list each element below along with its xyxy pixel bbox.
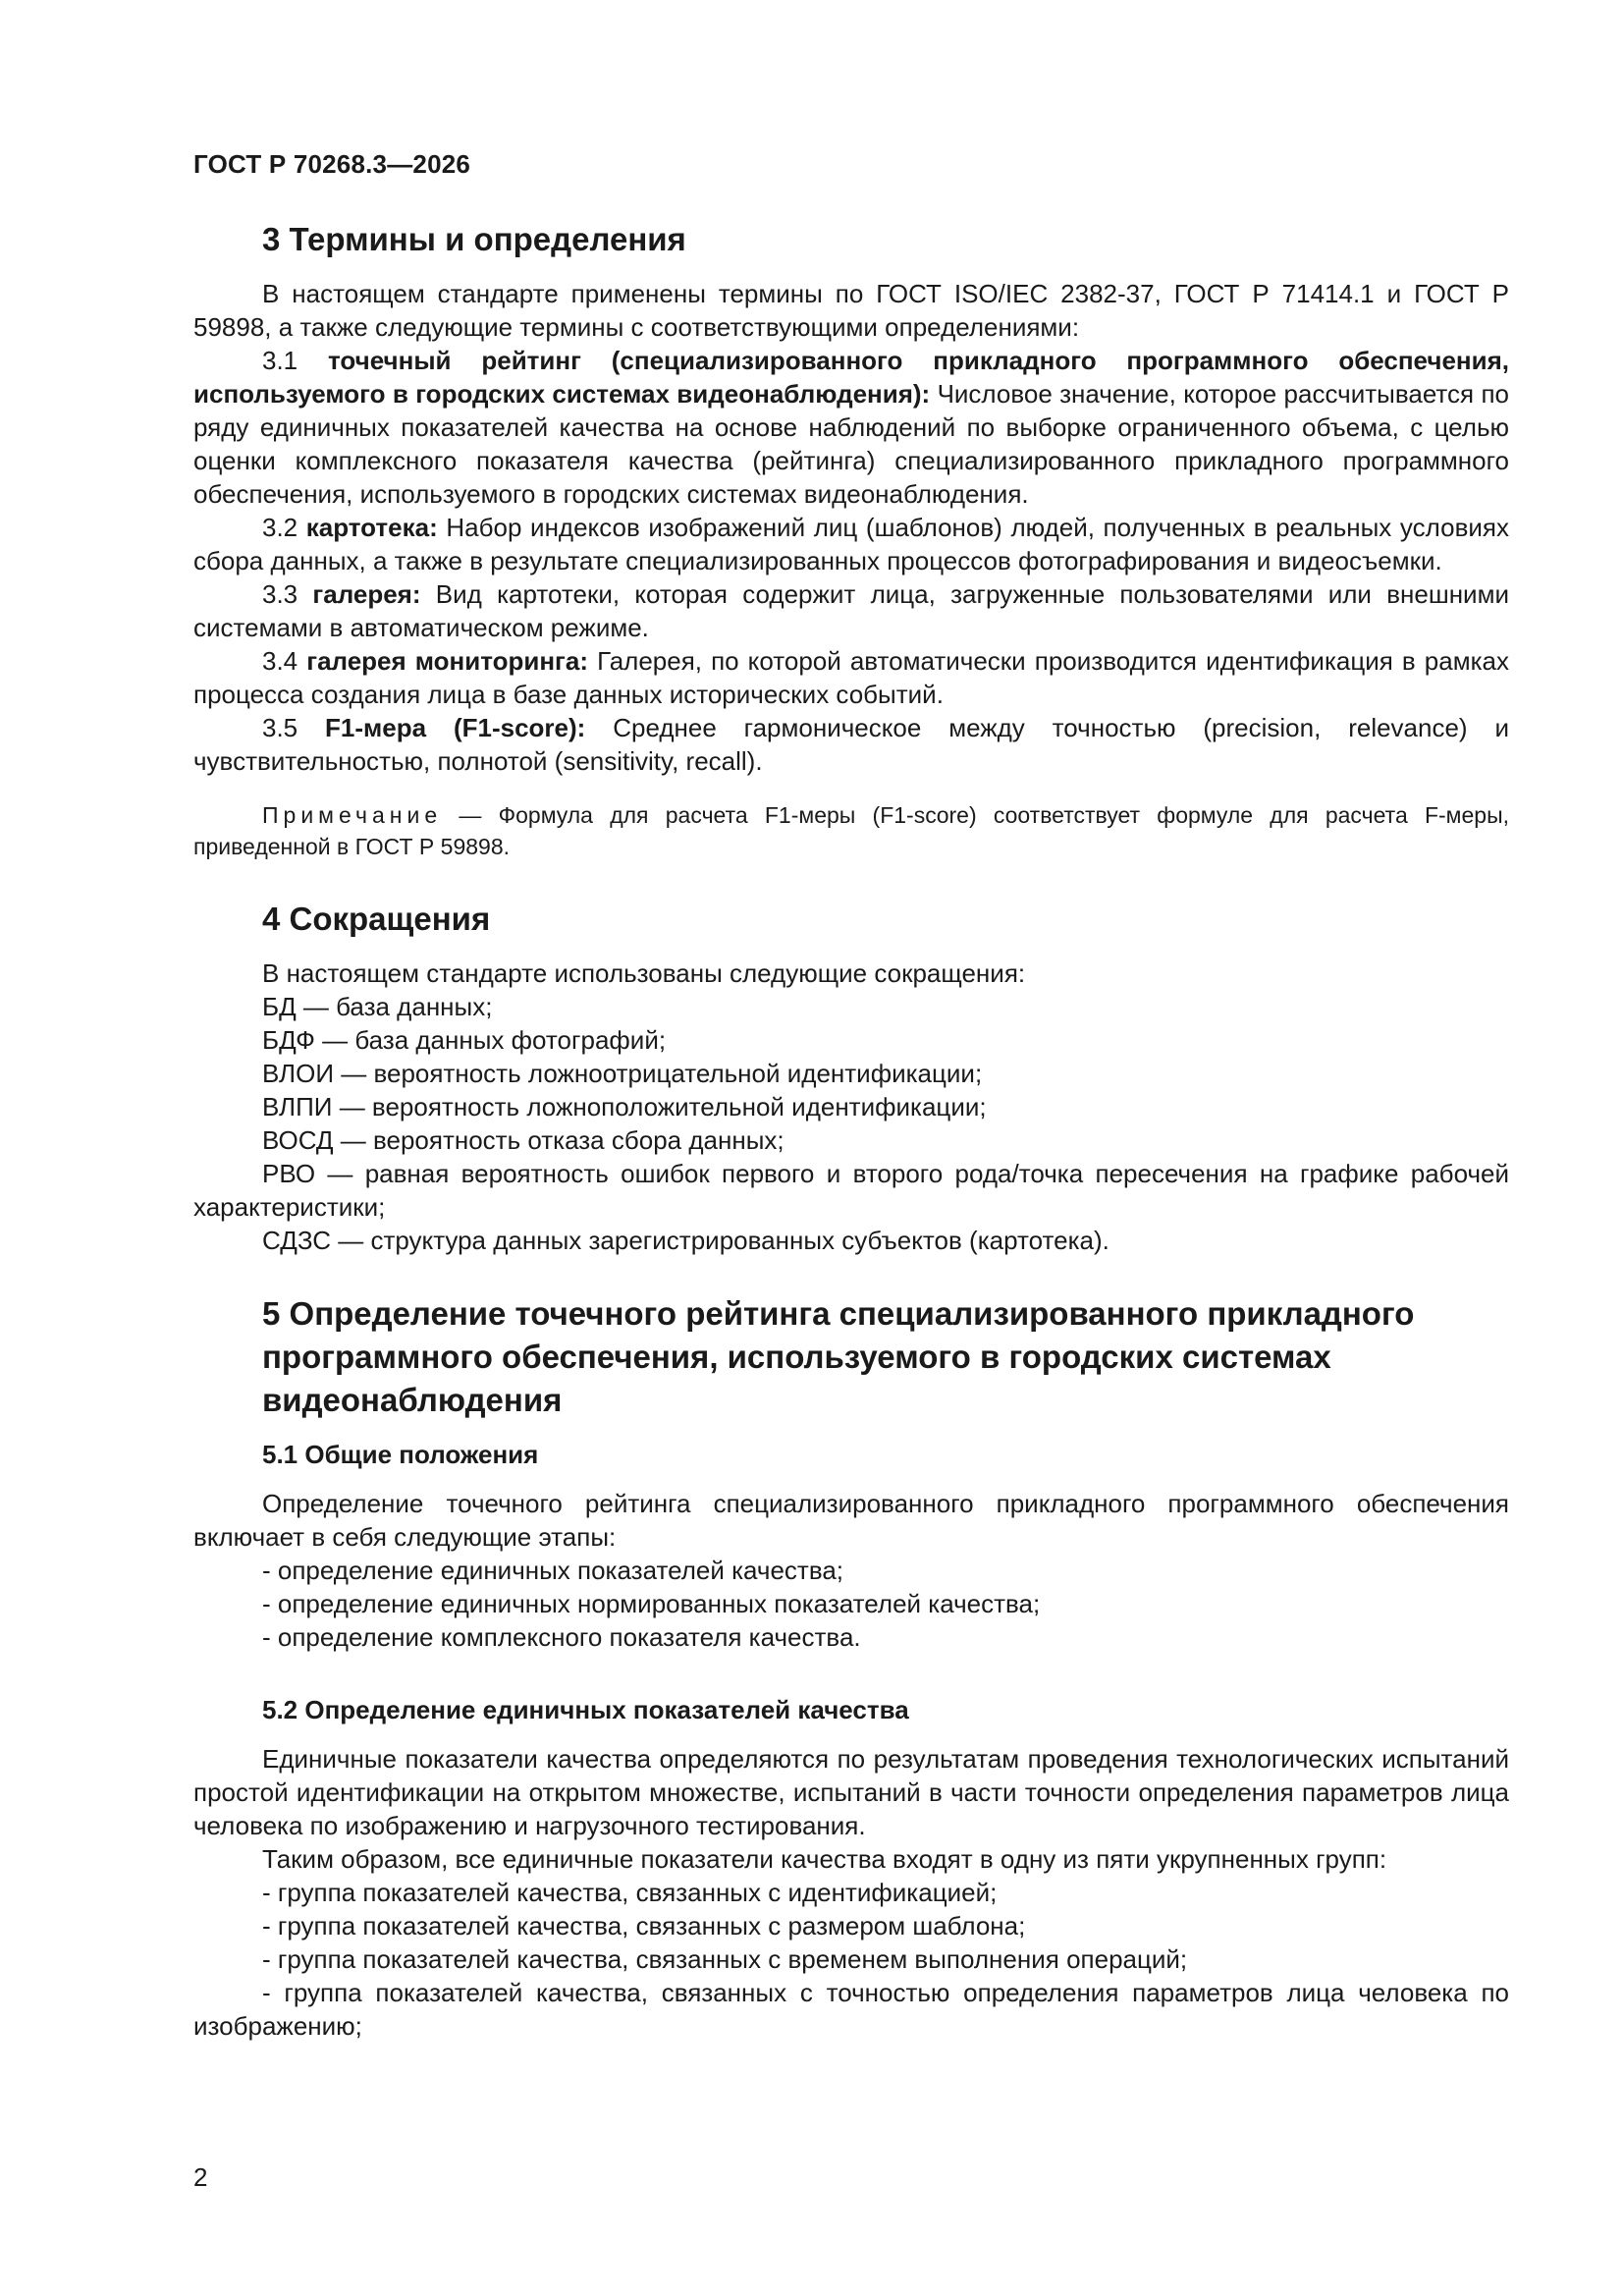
page-number: 2: [193, 2162, 208, 2192]
section-3-heading: 3 Термины и определения: [262, 221, 686, 257]
term-3-3: [193, 577, 1509, 644]
term-name: галерея:: [312, 579, 421, 609]
abbreviation-item: ВЛПИ — вероятность ложноположительной идентификации;: [262, 1092, 987, 1121]
term-number: 3.4: [262, 646, 298, 676]
term-3-5: [193, 711, 1509, 778]
section-4-intro: В настоящем стандарте использованы следующие сокращения:: [262, 958, 1026, 988]
term-definition: Галерея, по которой автоматически производится идентификация в рамках процесса создания лица в базе данных исторических событий.: [193, 646, 1509, 709]
abbreviation-item: СДЗС — структура данных зарегистрированных субъектов (картотека).: [262, 1226, 1109, 1255]
list-item: - определение единичных показателей качества;: [262, 1556, 844, 1585]
section-5-2-paragraph: Таким образом, все единичные показатели качества входят в одну из пяти укрупненных групп:: [262, 1844, 1387, 1874]
section-5-2-paragraph: Единичные показатели качества определяются по результатам проведения технологических испытаний простой идентификации на открытом множестве, испытаний в части точности определения параметров лица человека по изображению и нагрузочного тестирования.: [193, 1744, 1509, 1840]
section-5-2-heading: 5.2 Определение единичных показателей качества: [262, 1695, 909, 1724]
section-5-1-heading: 5.1 Общие положения: [262, 1440, 539, 1469]
term-number: 3.2: [262, 513, 298, 542]
term-definition: Числовое значение, которое рассчитывается по ряду единичных показателей качества на основе наблюдений по выборке ограниченного объема, с целью оценки комплексного показателя качества (рейтинга) специализированного прикладного программного обеспечения, используемого в городских системах видеонаблюдения.: [193, 379, 1509, 509]
term-definition: Среднее гармоническое между точностью (precision, relevance) и чувствительностью, полнотой (sensitivity, recall).: [193, 713, 1509, 776]
abbreviation-item: БДФ — база данных фотографий;: [262, 1025, 667, 1055]
document-body: [193, 218, 1509, 2043]
term-number: 3.5: [262, 713, 298, 742]
term-3-2: [193, 511, 1509, 577]
document-code: ГОСТ Р 70268.3—2026: [193, 149, 471, 179]
term-name: F1-мера (F1-score):: [325, 713, 586, 742]
section-5-1-intro: Определение точечного рейтинга специализированного прикладного программного обеспечения включает в себя следующие этапы:: [193, 1489, 1509, 1552]
list-item: - группа показателей качества, связанных с временем выполнения операций;: [262, 1944, 1188, 1974]
section-4-heading: 4 Сокращения: [262, 901, 491, 937]
list-item: - определение единичных нормированных показателей качества;: [262, 1589, 1041, 1618]
list-item: - определение комплексного показателя качества.: [262, 1622, 861, 1652]
term-definition: Набор индексов изображений лиц (шаблонов) людей, полученных в реальных условиях сбора данных, а также в результате специализированных процессов фотографирования и видеосъемки.: [193, 513, 1509, 575]
term-number: 3.3: [262, 579, 298, 609]
term-number: 3.1: [262, 346, 298, 375]
abbreviation-item: БД — база данных;: [262, 992, 493, 1021]
abbreviation-item: ВОСД — вероятность отказа сбора данных;: [262, 1125, 784, 1155]
list-item: - группа показателей качества, связанных с размером шаблона;: [262, 1911, 1026, 1941]
note-text: — Формула для расчета F1-меры (F1-score) соответствует формуле для расчета F-меры, приведенной в ГОСТ Р 59898.: [193, 802, 1509, 859]
term-name: галерея мониторинга:: [306, 646, 588, 676]
term-definition: Вид картотеки, которая содержит лица, загруженные пользователями или внешними системами в автоматическом режиме.: [193, 579, 1509, 642]
term-3-4: [193, 644, 1509, 711]
abbreviation-item: ВЛОИ — вероятность ложноотрицательной идентификации;: [262, 1059, 983, 1088]
term-name: точечный рейтинг (специализированного прикладного программного обеспечения, используемого в городских системах видеонаблюдения):: [193, 346, 1509, 409]
term-name: картотека:: [305, 513, 438, 542]
list-item: - группа показателей качества, связанных с идентификацией;: [262, 1878, 998, 1907]
list-item: - группа показателей качества, связанных с точностью определения параметров лица человека по изображению;: [193, 1978, 1509, 2041]
note-label: Примечание: [262, 802, 443, 828]
abbreviation-item: РВО — равная вероятность ошибок первого и второго рода/точка пересечения на графике рабочей характеристики;: [193, 1159, 1509, 1222]
section-5-heading: 5 Определение точечного рейтинга специализированного прикладного программного обеспечения, используемого в городских системах видеонаблюдения: [262, 1295, 1415, 1418]
note: [193, 799, 1509, 862]
term-3-1: [193, 344, 1509, 511]
section-3-intro: В настоящем стандарте применены термины по ГОСТ ISO/IEC 2382-37, ГОСТ Р 71414.1 и ГОСТ Р 59898, а также следующие термины с соответствующими определениями:: [193, 279, 1509, 342]
